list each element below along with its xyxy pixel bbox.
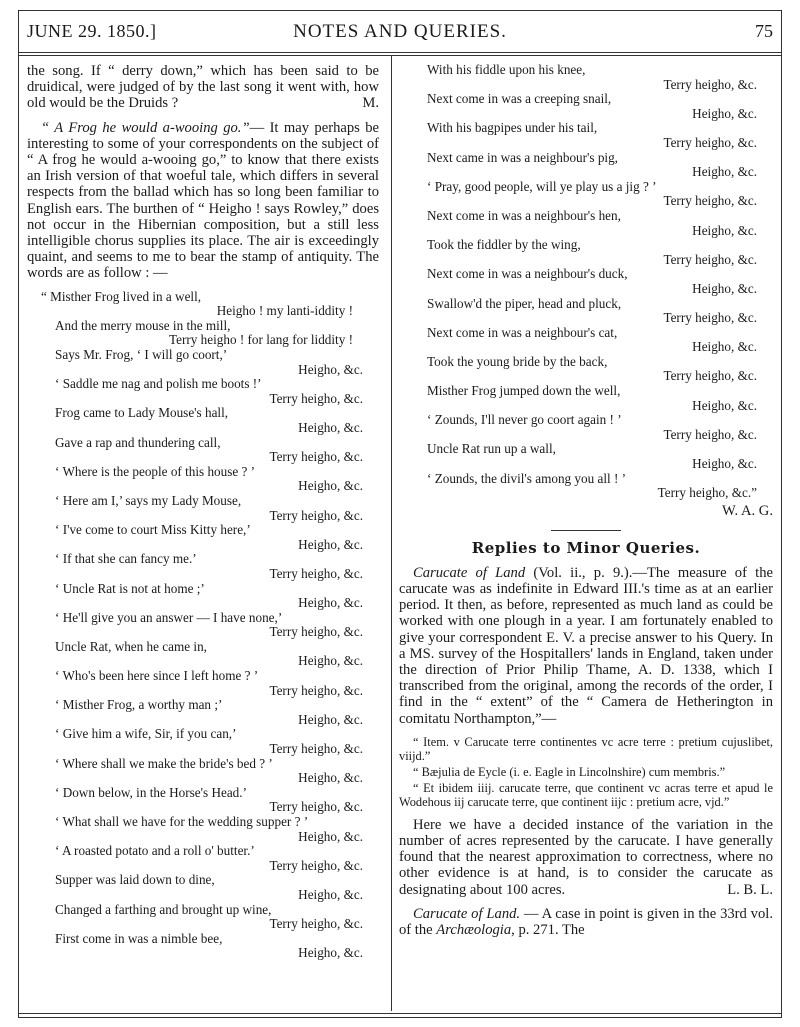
verse-refrain: Heigho, &c. <box>298 711 363 727</box>
verse-refrain: Terry heigho, &c. <box>269 916 363 932</box>
verse-line: ‘ He'll give you an answer — I have none,’ <box>55 609 283 625</box>
verse-refrain: Heigho, &c. <box>692 105 757 121</box>
verse-refrain: Terry heigho, &c. <box>269 390 363 406</box>
verse-line: Took the fiddler by the wing, <box>427 237 581 253</box>
ballad-verse-left <box>27 290 379 961</box>
section-heading: Replies to Minor Queries. <box>471 538 701 557</box>
verse-refrain: Heigho, &c. <box>298 419 363 435</box>
section-rule <box>551 530 621 531</box>
verse-line: ‘ Here am I,’ says my Lady Mouse, <box>55 492 242 508</box>
verse-refrain: Heigho, &c. <box>692 222 757 238</box>
verse-line: With his fiddle upon his knee, <box>427 62 586 77</box>
verse-refrain: Heigho, &c. <box>692 456 757 472</box>
verse-line: ‘ Uncle Rat is not at home ;’ <box>55 580 205 596</box>
verse-line: Misther Frog jumped down the well, <box>427 383 621 399</box>
verse-refrain: Terry heigho, &c. <box>269 507 363 523</box>
verse-refrain: Heigho ! my lanti-iddity ! <box>216 303 353 319</box>
running-header <box>19 11 781 56</box>
verse-refrain: Heigho, &c. <box>298 536 363 552</box>
header-date: JUNE 29. 1850.] <box>27 21 157 41</box>
carucate-second-body-b: , p. 271. The <box>511 922 585 939</box>
verse-line: Uncle Rat, when he came in, <box>55 638 207 654</box>
archaeologia-title: Archæologia <box>436 922 512 939</box>
verse-refrain: Terry heigho, &c. <box>269 682 363 698</box>
verse-line: And the merry mouse in the mill, <box>55 317 231 333</box>
journal-title: NOTES AND QUERIES. <box>293 21 507 42</box>
ballad-signature: W. A. G. <box>722 502 773 519</box>
opening-paragraph <box>27 63 379 112</box>
verse-refrain: Terry heigho, &c. <box>269 741 363 757</box>
latin-quote-2: “ Bæjulia de Eycle (i. e. Eagle in Lincolnshire) cum membris.” <box>413 764 726 779</box>
carucate-body: (Vol. ii., p. 9.).—The measure of the carucate was as indefinite in Edward III.'s time as at an earlier period. It then, as before, represented as much land as could be worked with one plough in a year. I am fortunately enabled to give your correspondent E. V. a precise answer to his Query. In a MS. survey of the Hospitallers' lands in England, taken under the direction of Prior Philip Thame, A. D. 1338, which I transcribed from the original, among the records of the order, I find in the “ extent” of the “ Camera de Hetherington in comitatu Northampton,”— <box>399 564 774 727</box>
ballad-verse-right <box>399 63 773 501</box>
latin-quote-1: “ Item. v Carucate terre continentes vc acre terre : pretium cujuslibet, viijd.” <box>399 734 773 763</box>
verse-refrain: Terry heigho, &c. <box>269 799 363 815</box>
verse-line: ‘ Saddle me nag and polish me boots !’ <box>55 376 262 392</box>
verse-line: Next come in was a neighbour's hen, <box>427 207 621 223</box>
verse-line: With his bagpipes under his tail, <box>427 120 598 136</box>
carucate-second-paragraph <box>399 906 773 938</box>
verse-line: Swallow'd the piper, head and pluck, <box>427 295 622 311</box>
verse-line: Gave a rap and thundering call, <box>55 434 221 450</box>
verse-line: ‘ Zounds, the divil's among you all ! ’ <box>427 470 627 486</box>
variation-signature: L. B. L. <box>727 881 773 898</box>
verse-refrain: Terry heigho, &c. <box>269 449 363 465</box>
verse-line: Changed a farthing and brought up wine, <box>55 901 272 917</box>
verse-line: ‘ Down below, in the Horse's Head.’ <box>55 784 247 800</box>
variation-text: Here we have a decided instance of the variation in the number of acres represented by the carucate. I have generally found that the nearest approximation to correctness, where no other evidence is at hand, is to consider the carucate as designating about 100 acres. <box>399 816 773 898</box>
verse-refrain: Terry heigho, &c. <box>663 368 757 384</box>
verse-line: ‘ Zounds, I'll never go coort again ! ’ <box>427 412 622 428</box>
verse-line: ‘ Where shall we make the bride's bed ? ’ <box>55 755 273 771</box>
verse-line: First come in was a nimble bee, <box>55 930 223 946</box>
variation-paragraph <box>399 817 773 898</box>
verse-refrain: Heigho, &c. <box>692 339 757 355</box>
verse-line: Next come in was a neighbour's duck, <box>427 266 628 282</box>
verse-line: “ Misther Frog lived in a well, <box>41 288 202 304</box>
right-column <box>399 63 773 946</box>
verse-line: Next came in was a neighbour's pig, <box>427 149 618 165</box>
verse-line: ‘ A roasted potato and a roll o' butter.’ <box>55 843 255 859</box>
verse-line: Next come in was a creeping snail, <box>427 91 612 107</box>
verse-line: Frog came to Lady Mouse's hall, <box>55 405 229 421</box>
verse-refrain: Terry heigho, &c. <box>663 134 757 150</box>
verse-line: ‘ Misther Frog, a worthy man ;’ <box>55 697 223 713</box>
verse-refrain: Heigho, &c. <box>692 164 757 180</box>
verse-refrain: Heigho, &c. <box>298 770 363 786</box>
verse-refrain: Heigho, &c. <box>298 361 363 377</box>
verse-line: ‘ I've come to court Miss Kitty here,’ <box>55 522 251 538</box>
verse-refrain: Heigho, &c. <box>298 653 363 669</box>
verse-refrain: Heigho, &c. <box>692 397 757 413</box>
verse-refrain: Terry heigho, &c. <box>663 251 757 267</box>
verse-line: Supper was laid down to dine, <box>55 872 215 888</box>
carucate-paragraph <box>399 565 773 727</box>
verse-refrain: Terry heigho, &c. <box>663 76 757 92</box>
verse-line: ‘ Where is the people of this house ? ’ <box>55 463 256 479</box>
carucate-second-body-a: — A case in point is given in the 33rd vol. of the <box>399 905 773 939</box>
verse-refrain: Terry heigho, &c.” <box>657 485 757 501</box>
verse-line: ‘ Who's been here since I left home ? ’ <box>55 668 259 684</box>
verse-refrain: Heigho, &c. <box>298 478 363 494</box>
verse-refrain: Terry heigho, &c. <box>663 426 757 442</box>
verse-refrain: Terry heigho, &c. <box>269 857 363 873</box>
latin-quote-3: “ Et ibidem iiij. carucate terre, que continent vc acras terre et apud le Wodehous iij carucate terre, que continent iijc : pretium acre, vjd.” <box>399 780 773 809</box>
verse-refrain: Terry heigho ! for lang for liddity ! <box>168 332 353 348</box>
page-number: 75 <box>755 21 773 41</box>
verse-refrain: Heigho, &c. <box>692 280 757 296</box>
frog-article-body: — It may perhaps be interesting to some of your correspondents on the subject of “ A frog he would a-wooing go,” to know that there exists an Irish version of that woeful tale, which differs in several respects from the ballad which has so long been familiar to English ears. The burthen of “ Heigho ! says Rowley,” does not occur in the Hibernian composition, but a still less intelligible chorus supplies its place. The air is exceedingly quaint, and seems to me to bear the stamp of antiquity. The words are as follow : — <box>27 119 379 282</box>
opening-text: the song. If “ derry down,” which has been said to be druidical, were judged of by the last song it went with, how old would be the Druids ? <box>27 63 379 112</box>
verse-line: ‘ Give him a wife, Sir, if you can,’ <box>55 726 237 742</box>
verse-refrain: Terry heigho, &c. <box>663 310 757 326</box>
verse-refrain: Terry heigho, &c. <box>269 565 363 581</box>
left-column <box>27 63 379 961</box>
verse-refrain: Heigho, &c. <box>298 945 363 961</box>
verse-line: Says Mr. Frog, ‘ I will go coort,’ <box>55 347 228 363</box>
page-frame <box>18 10 782 1018</box>
verse-line: Took the young bride by the back, <box>427 353 608 369</box>
verse-refrain: Heigho, &c. <box>298 595 363 611</box>
verse-refrain: Heigho, &c. <box>298 886 363 902</box>
frog-article-title: “ A Frog he would a-wooing go.” <box>41 119 250 136</box>
verse-refrain: Heigho, &c. <box>298 828 363 844</box>
verse-line: Next come in was a neighbour's cat, <box>427 324 618 340</box>
verse-line: ‘ Pray, good people, will ye play us a jig ? ’ <box>427 178 657 194</box>
verse-line: Uncle Rat run up a wall, <box>427 441 556 457</box>
verse-refrain: Terry heigho, &c. <box>269 624 363 640</box>
verse-refrain: Terry heigho, &c. <box>663 193 757 209</box>
carucate-title: Carucate of Land <box>413 564 526 581</box>
column-divider <box>391 55 392 1011</box>
verse-line: ‘ If that she can fancy me.’ <box>55 551 197 567</box>
opening-signature: M. <box>362 95 379 112</box>
carucate-second-title: Carucate of Land. <box>413 905 521 922</box>
verse-line: ‘ What shall we have for the wedding supper ? ’ <box>55 814 309 830</box>
frog-article-intro <box>27 120 379 282</box>
